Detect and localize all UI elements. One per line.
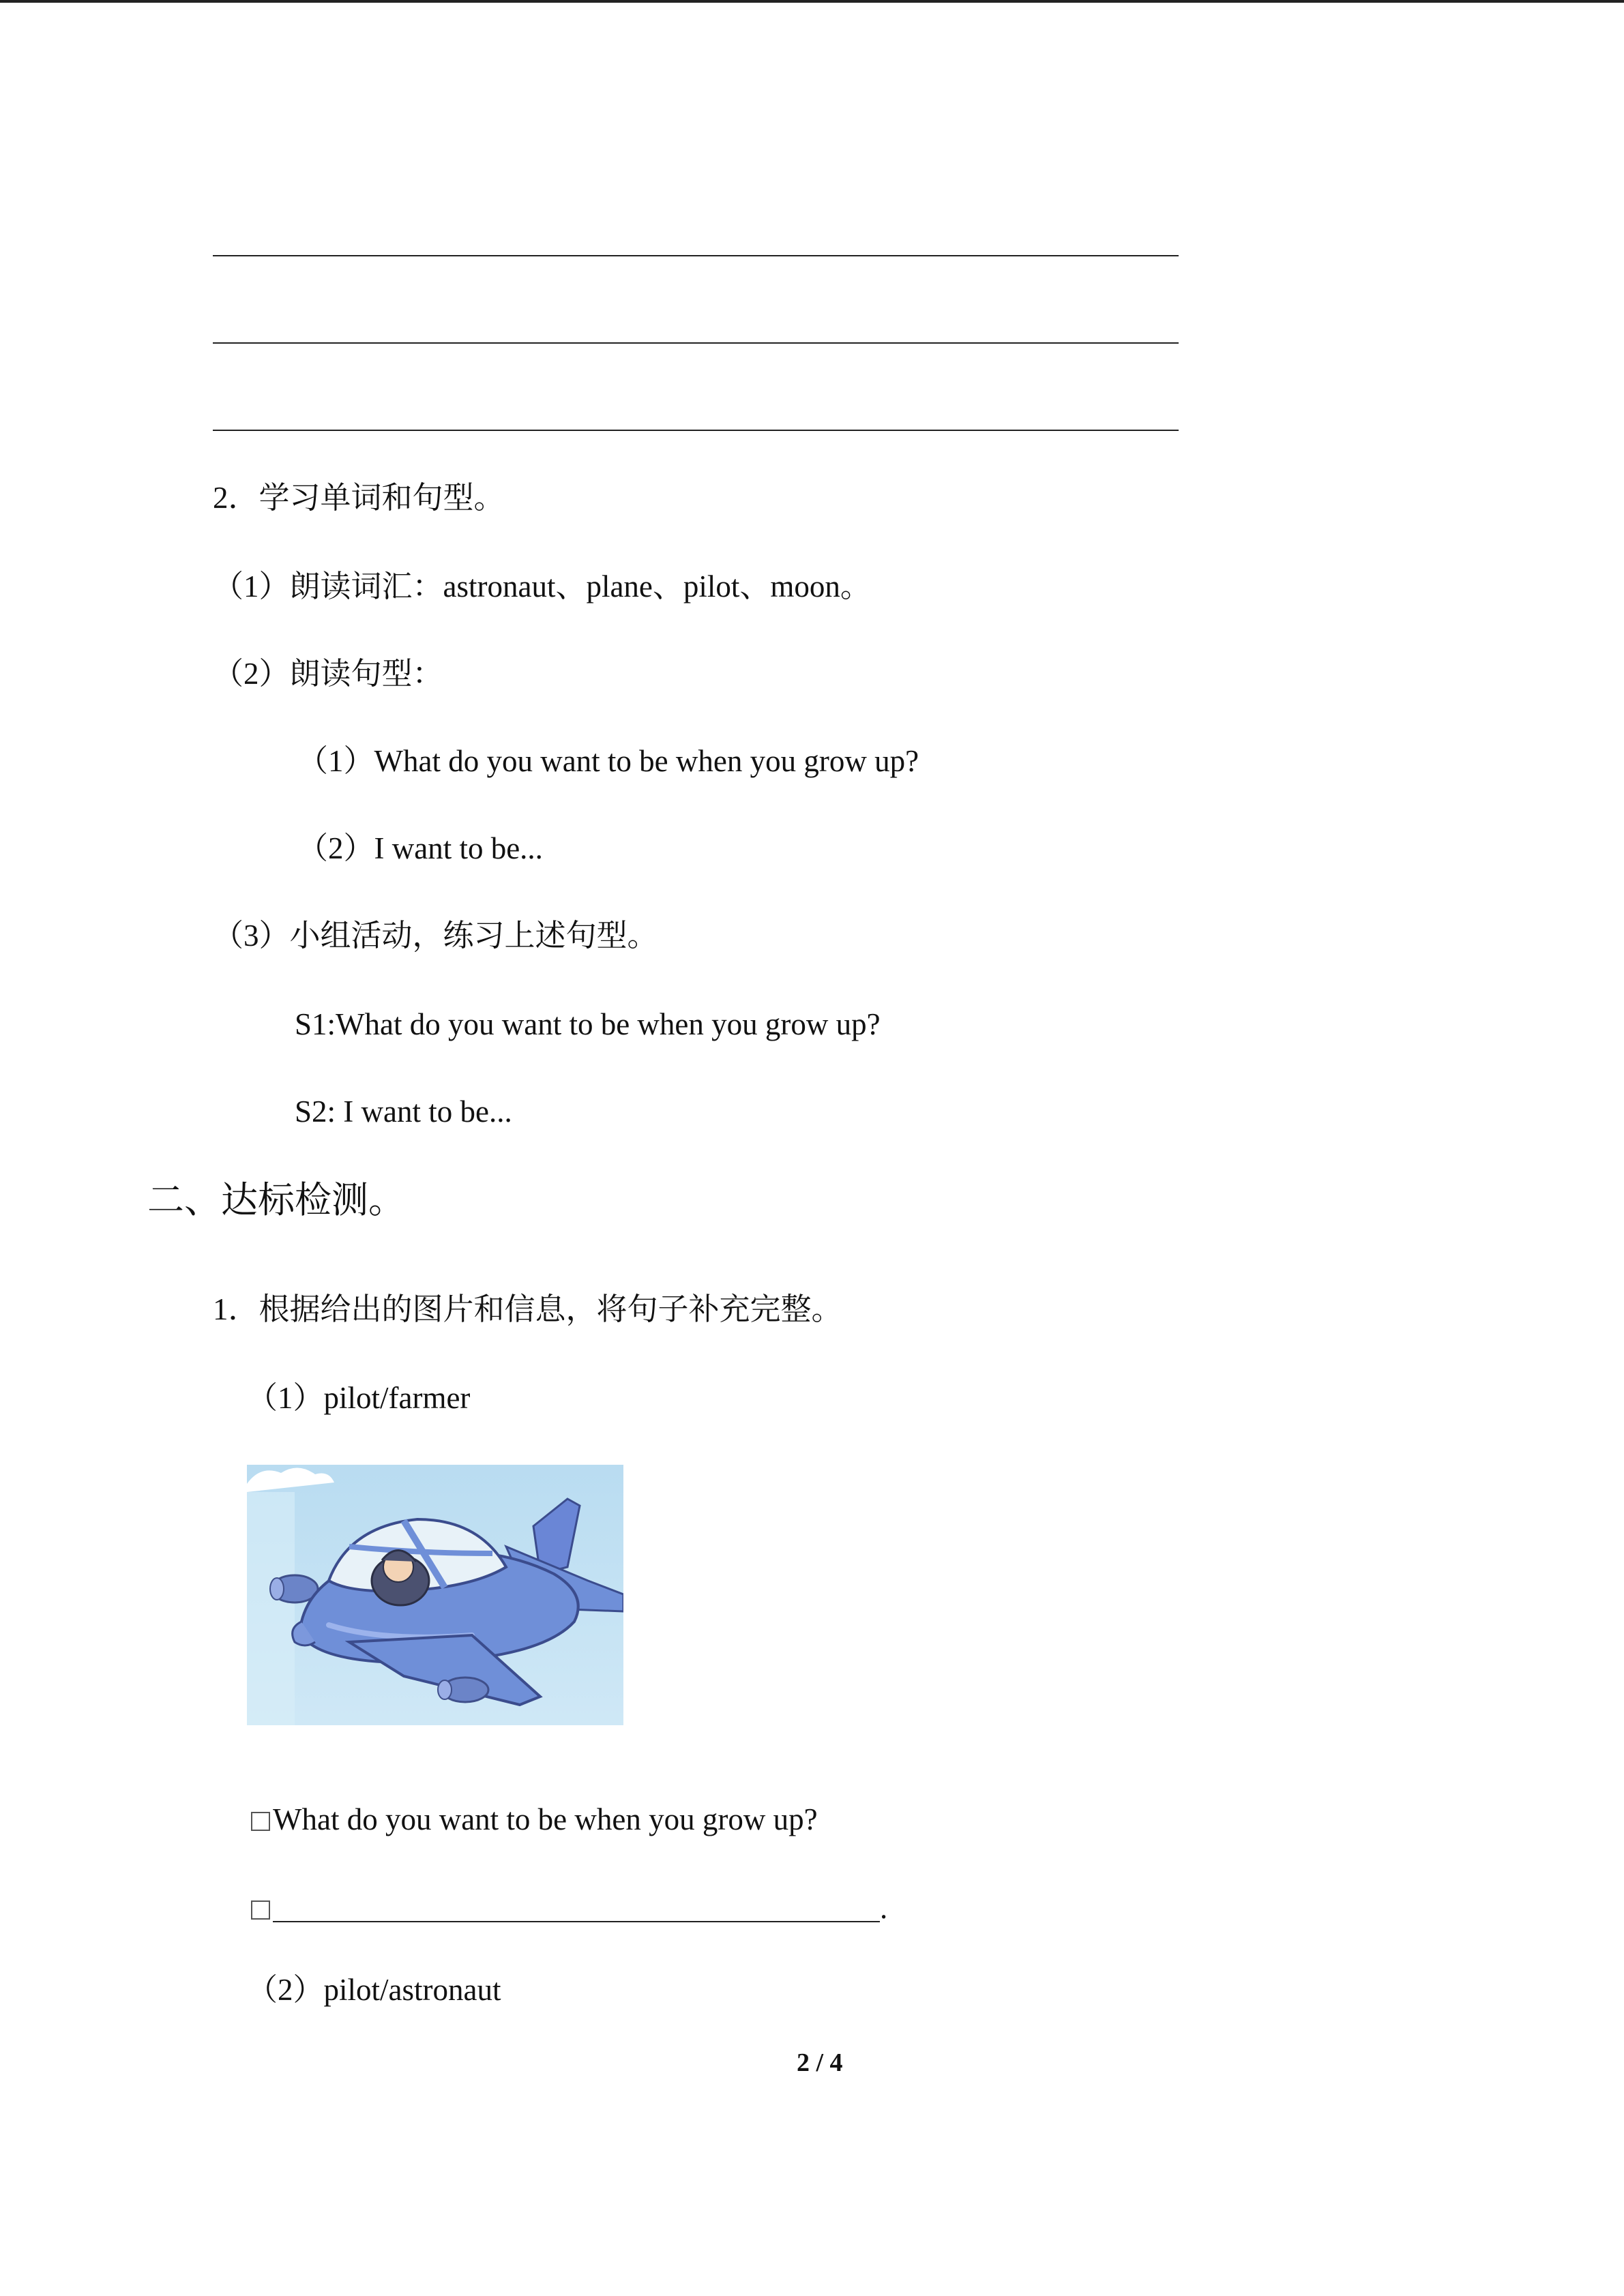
exercise-1-title: 1．根据给出的图片和信息，将句子补充完整。 [213, 1292, 842, 1326]
dialogue-s1: S1:What do you want to be when you grow up? [295, 1007, 881, 1041]
answer-line-3[interactable] [213, 430, 1179, 431]
page-top-border [0, 0, 1624, 3]
question-1-line-a [251, 1804, 818, 1835]
question-1-question: What do you want to be when you grow up? [273, 1802, 818, 1836]
checkbox-icon [251, 1900, 270, 1920]
group-activity: （3）小组活动，练习上述句型。 [213, 919, 658, 953]
answer-line-2[interactable] [213, 342, 1179, 344]
checkbox-icon [251, 1812, 270, 1831]
section-2-heading: 二、达标检测。 [147, 1180, 405, 1221]
airplane-pilot-illustration [247, 1465, 623, 1725]
answer-blank-1[interactable] [273, 1896, 880, 1922]
answer-line-1[interactable] [213, 255, 1179, 256]
dialogue-s2: S2: I want to be... [295, 1094, 512, 1129]
vocab-reading: （1）朗读词汇：astronaut、plane、pilot、moon。 [213, 569, 871, 603]
question-2-hint: （2）pilot/astronaut [247, 1973, 501, 2007]
pattern-2: （2）I want to be... [297, 831, 543, 865]
question-1-line-b [251, 1893, 887, 1924]
answer-period: . [880, 1891, 888, 1925]
pattern-reading-title: （2）朗读句型： [213, 657, 443, 691]
page-number: 2 / 4 [797, 2048, 843, 2077]
item-2-title: 2．学习单词和句型。 [213, 481, 505, 515]
pattern-1: （1）What do you want to be when you grow up? [297, 744, 919, 778]
question-1-hint: （1）pilot/farmer [247, 1381, 471, 1415]
